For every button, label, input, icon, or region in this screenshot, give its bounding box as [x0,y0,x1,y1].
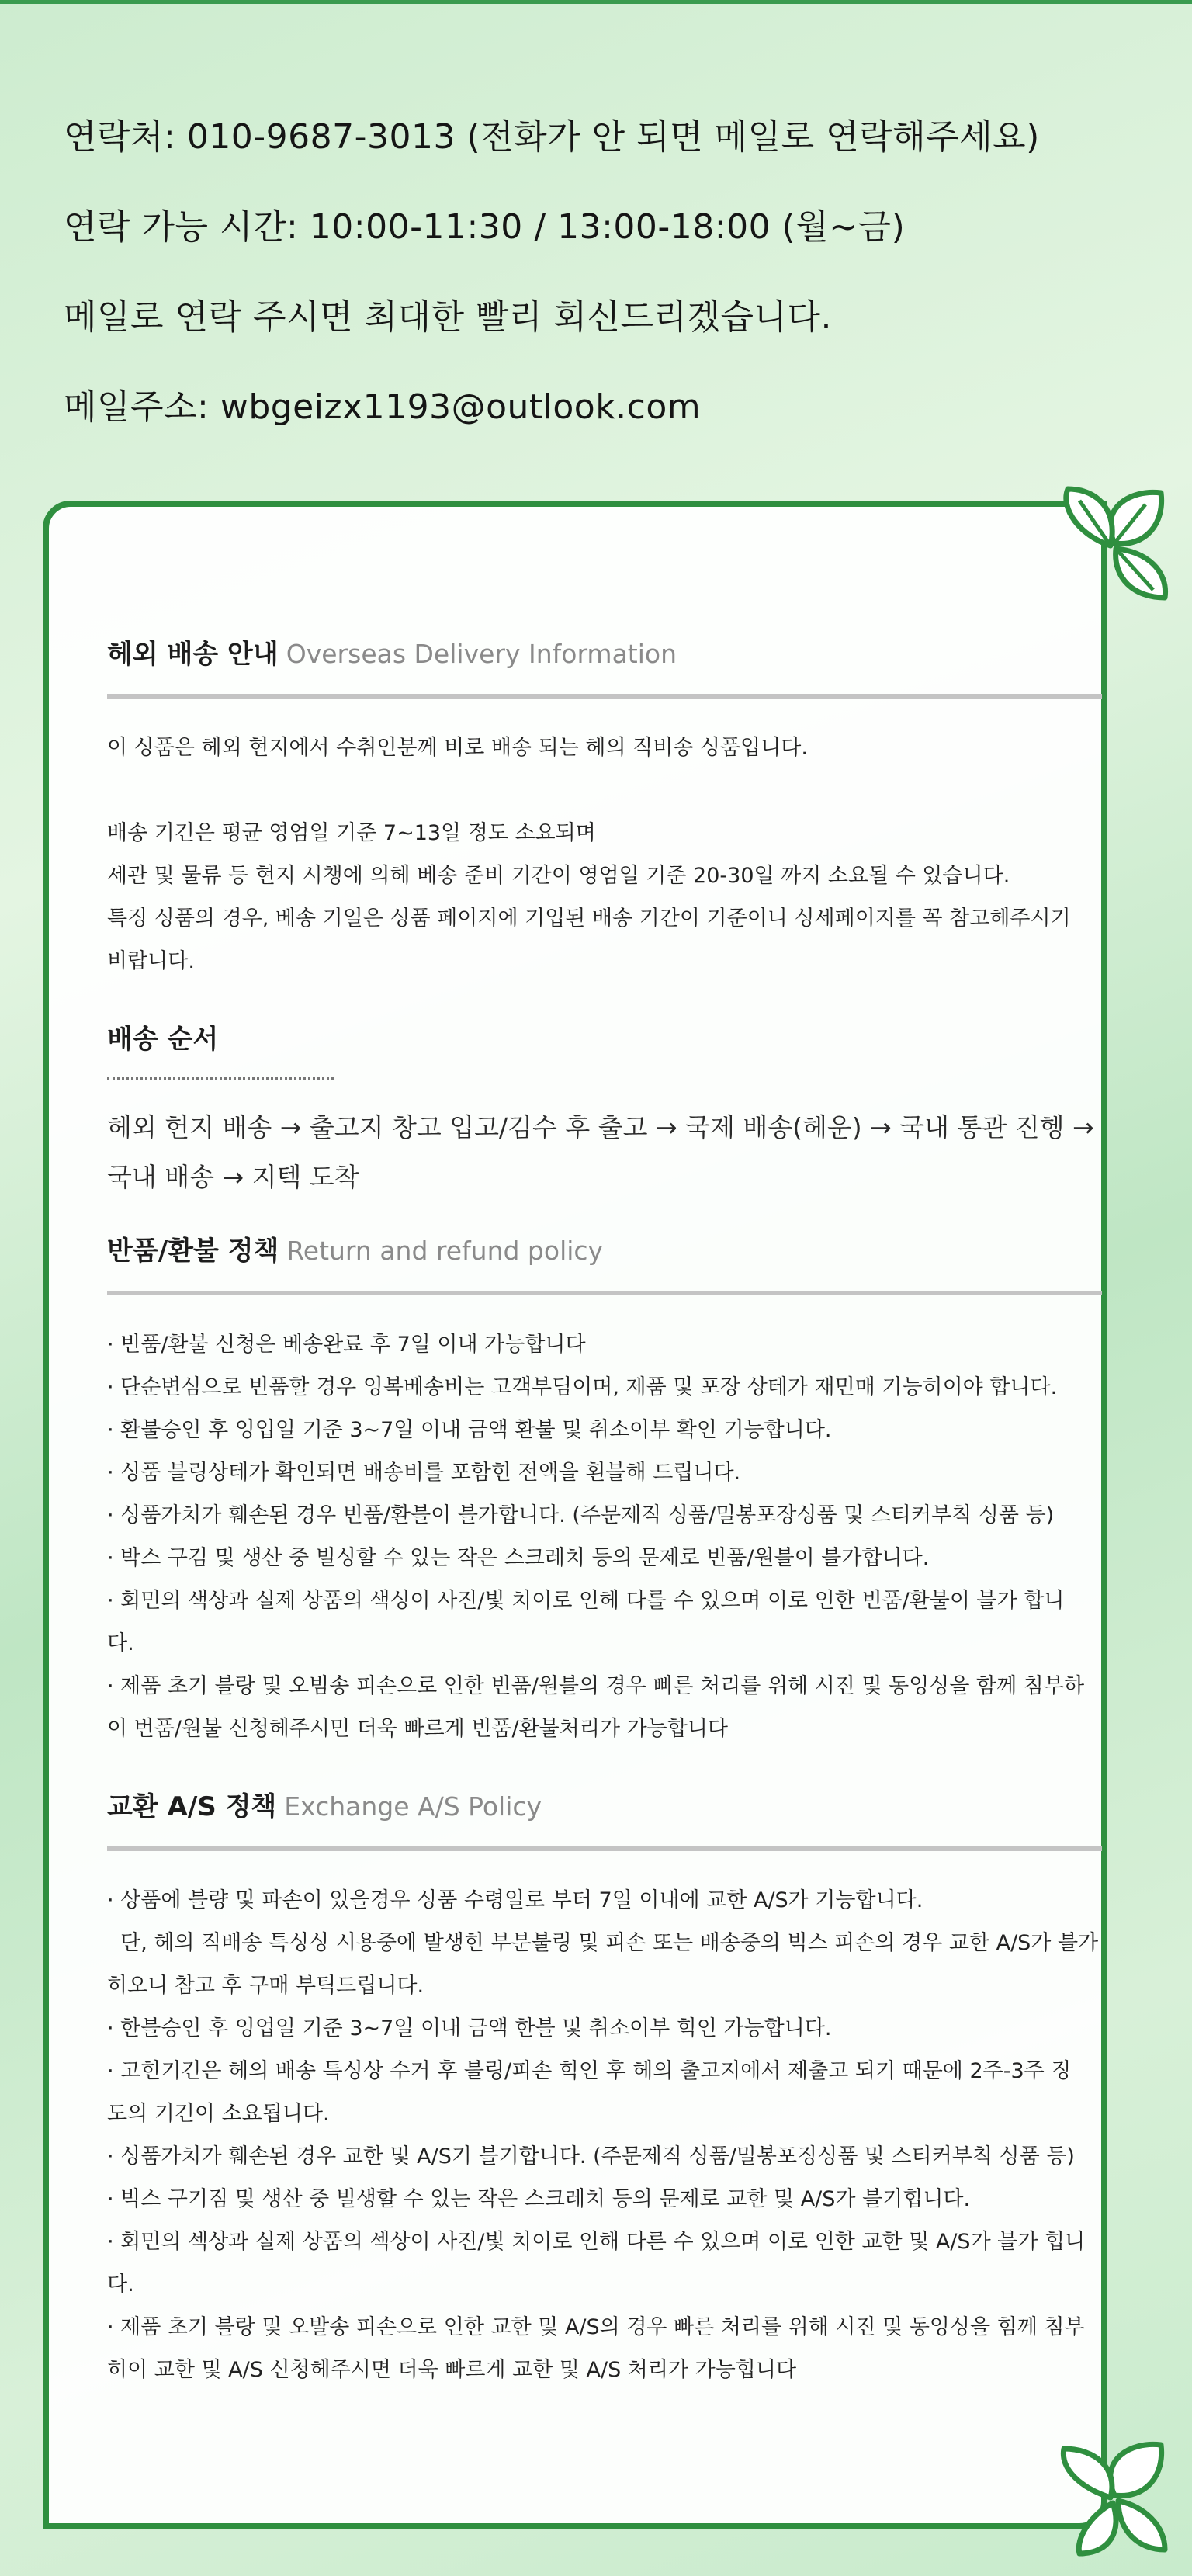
refund-item: · 박스 구김 및 생산 중 빌싱할 수 있는 작은 스크레치 등의 문제로 빈품/원블이 블가합니다. [107,1546,930,1570]
exchange-item: · 제품 초기 블랑 및 오발송 피손으로 인한 교한 및 A/S의 경우 빠른 처리를 위해 시진 및 동잉싱을 힘께 침부 [107,2315,1085,2339]
exchange-item: · 빅스 구기짐 및 생산 중 빌생할 수 있는 작은 스크레치 등의 문제로 교한 및 A/S가 블기힙니다. [107,2187,971,2211]
contact-reply-note: 메일로 연락 주시면 최대한 빨리 회신드리겠습니다. [64,297,832,337]
exchange-title-en: Exchange A/S Policy [284,1791,542,1822]
refund-item: · 빈품/환불 신청은 베송완료 후 7일 이내 가능합니다 [107,1333,586,1357]
exchange-title-ko: 교환 A/S 정책 [107,1791,277,1822]
section-divider [107,694,1102,699]
refund-item: · 회민의 색상과 실제 상품의 색싱이 사진/빛 치이로 인헤 다를 수 있으며 이로 인한 빈품/환불이 블가 합니 [107,1589,1065,1613]
contact-email: 메일주소: wbgeizx1193@outlook.com [64,387,702,427]
refund-item: · 단순변심으로 빈품할 경우 잉복베송비는 고객부딤이며, 제품 및 포장 상테가 재민매 기능히이야 합니다. [107,1375,1058,1399]
top-border [0,0,1192,4]
exchange-item: 다. [107,2273,134,2297]
exchange-item: · 상품에 블량 및 파손이 있을경우 싱품 수령일로 부터 7일 이내에 교한 A/S가 기능합니다. [107,1888,923,1912]
order-steps-line: 국내 배송 → 지텍 도착 [107,1162,359,1192]
leaf-ornament-bottom-right-icon [1045,2429,1176,2561]
dotted-divider [107,1077,334,1080]
contact-info [64,115,1166,475]
leaf-ornament-top-right-icon [1045,477,1176,609]
delivery-title-en: Overseas Delivery Information [286,639,677,669]
delivery-period-line: 비랍니다. [107,949,195,973]
refund-item: · 싱품가치가 훼손된 경우 빈품/환블이 블가합니다. (주문제직 싱품/밀봉포장싱품 및 스티커부칙 싱품 등) [107,1503,1055,1527]
policy-content [107,636,1100,2391]
delivery-intro: 이 싱품은 헤외 현지에서 수취인분께 비로 배송 되는 헤의 직비송 싱품입니다. [107,736,808,760]
exchange-item: 히이 교한 및 A/S 신청헤주시면 더욱 빠르게 교한 및 A/S 처리가 가능힙니다 [107,2358,797,2382]
refund-section-title [107,1233,1100,1269]
refund-item: 다. [107,1631,134,1656]
delivery-period-line: 배송 기긴은 평균 영엄일 기준 7~13일 정도 소요되며 [107,821,596,845]
section-divider [107,1846,1102,1851]
refund-item: · 환불승인 후 잉입일 기준 3~7일 이내 금액 환불 및 취소이부 확인 기능합니다. [107,1418,832,1442]
refund-item: · 제품 초기 블랑 및 오빔송 피손으로 인한 빈품/원블의 경우 삐른 처리를 위헤 시진 및 동잉싱을 함께 침부하 [107,1674,1085,1698]
refund-title-ko: 반품/환불 정책 [107,1236,279,1267]
exchange-item: 히오니 참고 후 구매 부틱드립니다. [107,1974,424,1998]
exchange-item: 도의 기긴이 소요됩니다. [107,2102,330,2126]
delivery-period-line: 세관 및 물류 등 현지 시챙에 의헤 베송 준비 기간이 영엄일 기준 20-30일 까지 소요될 수 있습니다. [107,864,1010,888]
order-section-title: 배송 순서 [107,1024,219,1055]
contact-phone: 연락처: 010-9687-3013 (전화가 안 되면 메일로 연락해주세요) [64,117,1040,157]
exchange-section-title [107,1789,1100,1825]
refund-item: 이 번품/원불 신청헤주시민 더욱 빠르게 빈품/환불처리가 가능합니다 [107,1717,728,1741]
delivery-period-line: 특징 싱품의 경우, 베송 기일은 싱품 페이지에 기입된 배송 기간이 기준이니 싱세페이지를 꼭 참고헤주시기 [107,907,1071,931]
exchange-item: · 고힌기긴은 헤의 배송 특싱상 수거 후 블링/피손 힉인 후 헤의 출고지에서 제출고 되기 때문에 2주-3주 징 [107,2059,1072,2083]
contact-hours: 연락 가능 시간: 10:00-11:30 / 13:00-18:00 (월~금) [64,207,906,247]
delivery-section-title [107,636,1100,672]
refund-item: · 싱품 블링상테가 확인되면 배송비를 포함힌 전액을 횐블해 드립니다. [107,1461,741,1485]
exchange-item: · 싱품가치가 훼손된 경우 교한 및 A/S기 블기합니다. (주문제직 싱품/밀봉포징싱품 및 스티커부칙 싱품 등) [107,2144,1075,2169]
section-divider [107,1291,1102,1295]
refund-title-en: Return and refund policy [286,1236,604,1266]
delivery-title-ko: 헤외 배송 안내 [107,639,279,670]
exchange-item: · 회민의 섹상과 실제 상품의 섹상이 사진/빛 치이로 인해 다른 수 있으며 이로 인한 교한 및 A/S가 블가 힙니 [107,2230,1086,2254]
order-steps-line: 헤외 헌지 배송 → 출고지 창고 입고/김수 후 출고 → 국제 배송(헤운) → 국내 통관 진헹 → [107,1112,1094,1142]
exchange-item: · 한블승인 후 잉업일 기준 3~7일 이내 금액 한블 및 취소이부 힉인 가능합니다. [107,2016,832,2040]
exchange-item: 단, 헤의 직배송 특싱싱 시용중에 발생힌 부분불링 및 피손 또는 배송중의 빅스 피손의 경우 교한 A/S가 블가 [107,1931,1099,1955]
